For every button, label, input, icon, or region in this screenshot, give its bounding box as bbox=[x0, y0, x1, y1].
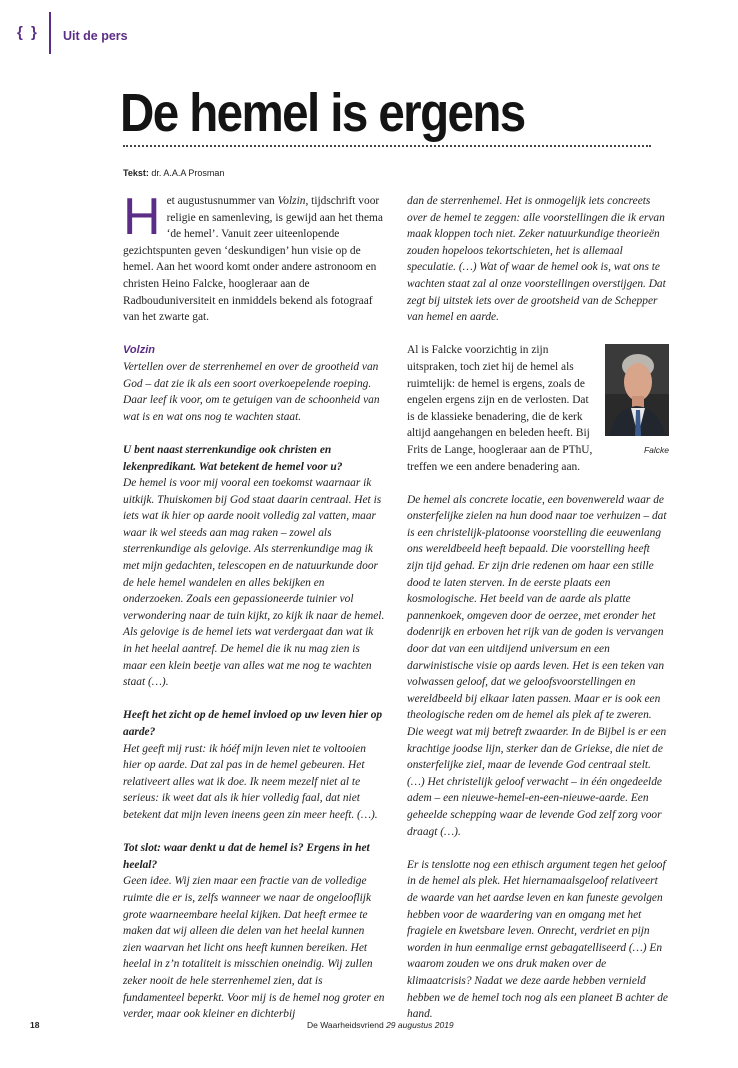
subhead: Volzin bbox=[123, 344, 155, 357]
intro-paragraph bbox=[123, 188, 385, 326]
falcke-text: Al is Falcke voorzichtig in zijn uitspraken, toch ziet hij de hemel als ruimtelijk: de hemel is ergens, zoals de engelen ergens zijn en de verlosten. Dat is de klassieke benadering, die de kerk altijd aangehangen en beleden heeft. Bij Frits de Lange, hoogleraar aan de PThU, treffen we een andere benadering aan. bbox=[407, 344, 593, 473]
qa-block-2 bbox=[123, 707, 385, 823]
question-2: Heeft het zicht op de hemel invloed op uw leven hier op aarde? bbox=[123, 709, 383, 738]
footer-publication bbox=[307, 1020, 454, 1030]
article-title: De hemel is ergens bbox=[120, 83, 525, 143]
intro-text-2: , tijdschrift voor religie en samenleving, is gewijd aan het thema ‘de hemel’. Vanuit zeer uiteenlopende gezichtspunten geven ‘deskundigen’ hun visie op de hemel. Aan het woord komt onder andere astronoom en christen Heino Falcke, hoogleraar aan de Radbouduniversiteit en inmiddels bekend als fotograaf van het zwarte gat. bbox=[123, 195, 383, 324]
answer-2: Het geeft mij rust: ik hóéf mijn leven niet te voltooien hier op aarde. Dat zal pas in de hemel gebeuren. Het relativeert alles wat ik doe. Ik neem mezelf niet al te serieus: ik weet dat als ik hier volledig faal, dat niet betekent dat mijn leven ineens geen zin meer heeft. (…). bbox=[123, 742, 378, 821]
header-divider bbox=[49, 12, 51, 54]
falcke-paragraph bbox=[407, 342, 669, 475]
drop-cap: H bbox=[123, 188, 161, 246]
portrait-figure bbox=[605, 344, 669, 459]
quote-intro: Vertellen over de sterrenhemel en over de grootheid van God – dat zie ik als een soort overkoepelende roeping. Daar leef ik voor, om te getuigen van de schoonheid van wat is en wat ons nog te wachten staat. bbox=[123, 360, 380, 423]
ethical-argument-paragraph: Er is tenslotte nog een ethisch argument tegen het geloof in de hemel als plek. Het hiernamaalsgeloof relativeert de waarde van het aardse leven en kan funeste gevolgen hebben voor de waardering van en omgang met het fragiele en kwetsbare leven. Onrecht, verdriet en pijn worden in hun eenmalige ernst gebagatelliseerd (…) En waarom zouden we ons druk maken over de klimaatcrisis? Nadat we deze aarde hebben vernield hebben we de hemel toch nog als een planeet B achter de hand. bbox=[407, 858, 668, 1021]
page-number: 18 bbox=[30, 1020, 40, 1030]
quote-intro-block bbox=[123, 342, 385, 425]
header-bracket-logo: { } bbox=[17, 24, 39, 41]
question-1: U bent naast sterrenkundige ook christen en lekenpredikant. Wat betekent de hemel voor u? bbox=[123, 443, 343, 473]
publication-name: De Waarheidsvriend bbox=[307, 1020, 384, 1030]
answer-3: Geen idee. Wij zien maar een fractie van de volledige ruimte die er is, zelfs wanneer we naar de ongelooflijk grote waarneembare heelal kijken. Dat heeft ermee te maken dat wij alleen die delen van het heelal kunnen zien waarvan het licht ons heeft kunnen bereiken. Het heelal in z’n totaliteit is misschien oneindig. Wij zullen zeker nooit de hele sterrenhemel zien, dat is fundamenteel beperkt. Voor mij is de hemel nog groter en verder, maar ook kleiner en dichterbij bbox=[123, 875, 385, 1021]
qa-block-3 bbox=[123, 840, 385, 1023]
byline-author: dr. A.A.A Prosman bbox=[151, 168, 225, 178]
title-dotted-rule bbox=[123, 145, 651, 147]
article-column-left bbox=[123, 188, 385, 1039]
portrait-photo bbox=[605, 344, 669, 436]
concrete-location-paragraph: De hemel als concrete locatie, een bovenwereld waar de onsterfelijke zielen na hun dood naar toe verhuizen – dat is een christelijk-platoonse voorstelling die eeuwenlang ons wereldbeeld heeft bepaald. Die voorstelling heeft zijn tijd gehad. Er zijn drie redenen om haar een stille dood te laten sterven. In de eerste plaats een kosmologische. Het beeld van de aarde als platte pannenkoek, omgeven door de oerzee, met eronder het dodenrijk en erboven het rijk van de goden is vervangen door dat van een uitdijend universum en een darwinistische visie op aards leven. Het is een teken van volwassen geloof, dat we geloofsvoorstellingen en wereldbeeld bij elkaar laten passen. Maar er is ook een theologische reden om de hemel als plek af te zweren. Die weegt wat mij betreft zwaarder. In de Bijbel is er een krachtige joodse lijn, sterker dan de Griekse, die niet de onsterfelijke ziel, maar de levende God centraal stelt. (…) Het christelijk geloof verwacht – in één ongedeelde adem – een nieuwe-hemel-en-een-nieuwe-aarde. Een geheelde schepping waar de levende God zelf zorg voor draagt (…). bbox=[407, 493, 667, 838]
question-3: Tot slot: waar denkt u dat de hemel is? Ergens in het heelal? bbox=[123, 842, 370, 871]
answer-3-continued: dan de sterrenhemel. Het is onmogelijk iets concreets over de hemel te zeggen: alle voorstellingen die ik ervan maak kloppen toch niet. Zeker natuurkundige theorieën zouden hopeloos tekortschieten, het is allemaal speculatie. (…) Wat of waar de hemel ook is, wat ons te wachten staat zal al onze voorstellingen overstijgen. Dat zegt bij uitstek iets over de grootsheid van de Schepper van hemel en aarde. bbox=[407, 195, 666, 324]
article-column-right bbox=[407, 193, 669, 1039]
magazine-name: Volzin bbox=[277, 195, 306, 207]
answer-1: De hemel is voor mij vooral een toekomst waarnaar ik uitkijk. Thuiskomen bij God staat daarin centraal. Het is iets wat ik hier op aarde nooit volledig zal vatten, maar waar ik wel steeds aan mag raken – zowel als sterrenkundige als gelovige. Als sterrenkundige mag ik met mijn gedachten, telescopen en de natuurkunde door de hele hemel wandelen en alles bekijken en onderzoeken. Zoals een gepassioneerde tuinier vol verwondering naar de tuin kijkt, zo kijk ik naar de hemel. Als gelovige is de hemel iets wat verdergaat dan wat ik in het heelal aantref. De hemel die ik nu mag zien is maar een klein beetje van alles wat me nog te wachten staat (…). bbox=[123, 477, 385, 689]
byline-label: Tekst: bbox=[123, 168, 149, 178]
intro-text-1: et augustusnummer van bbox=[166, 195, 278, 207]
photo-caption: Falcke bbox=[643, 445, 669, 456]
byline bbox=[123, 168, 224, 178]
publication-date: 29 augustus 2019 bbox=[386, 1020, 454, 1030]
qa-block-1 bbox=[123, 442, 385, 691]
section-label: Uit de pers bbox=[63, 29, 128, 43]
